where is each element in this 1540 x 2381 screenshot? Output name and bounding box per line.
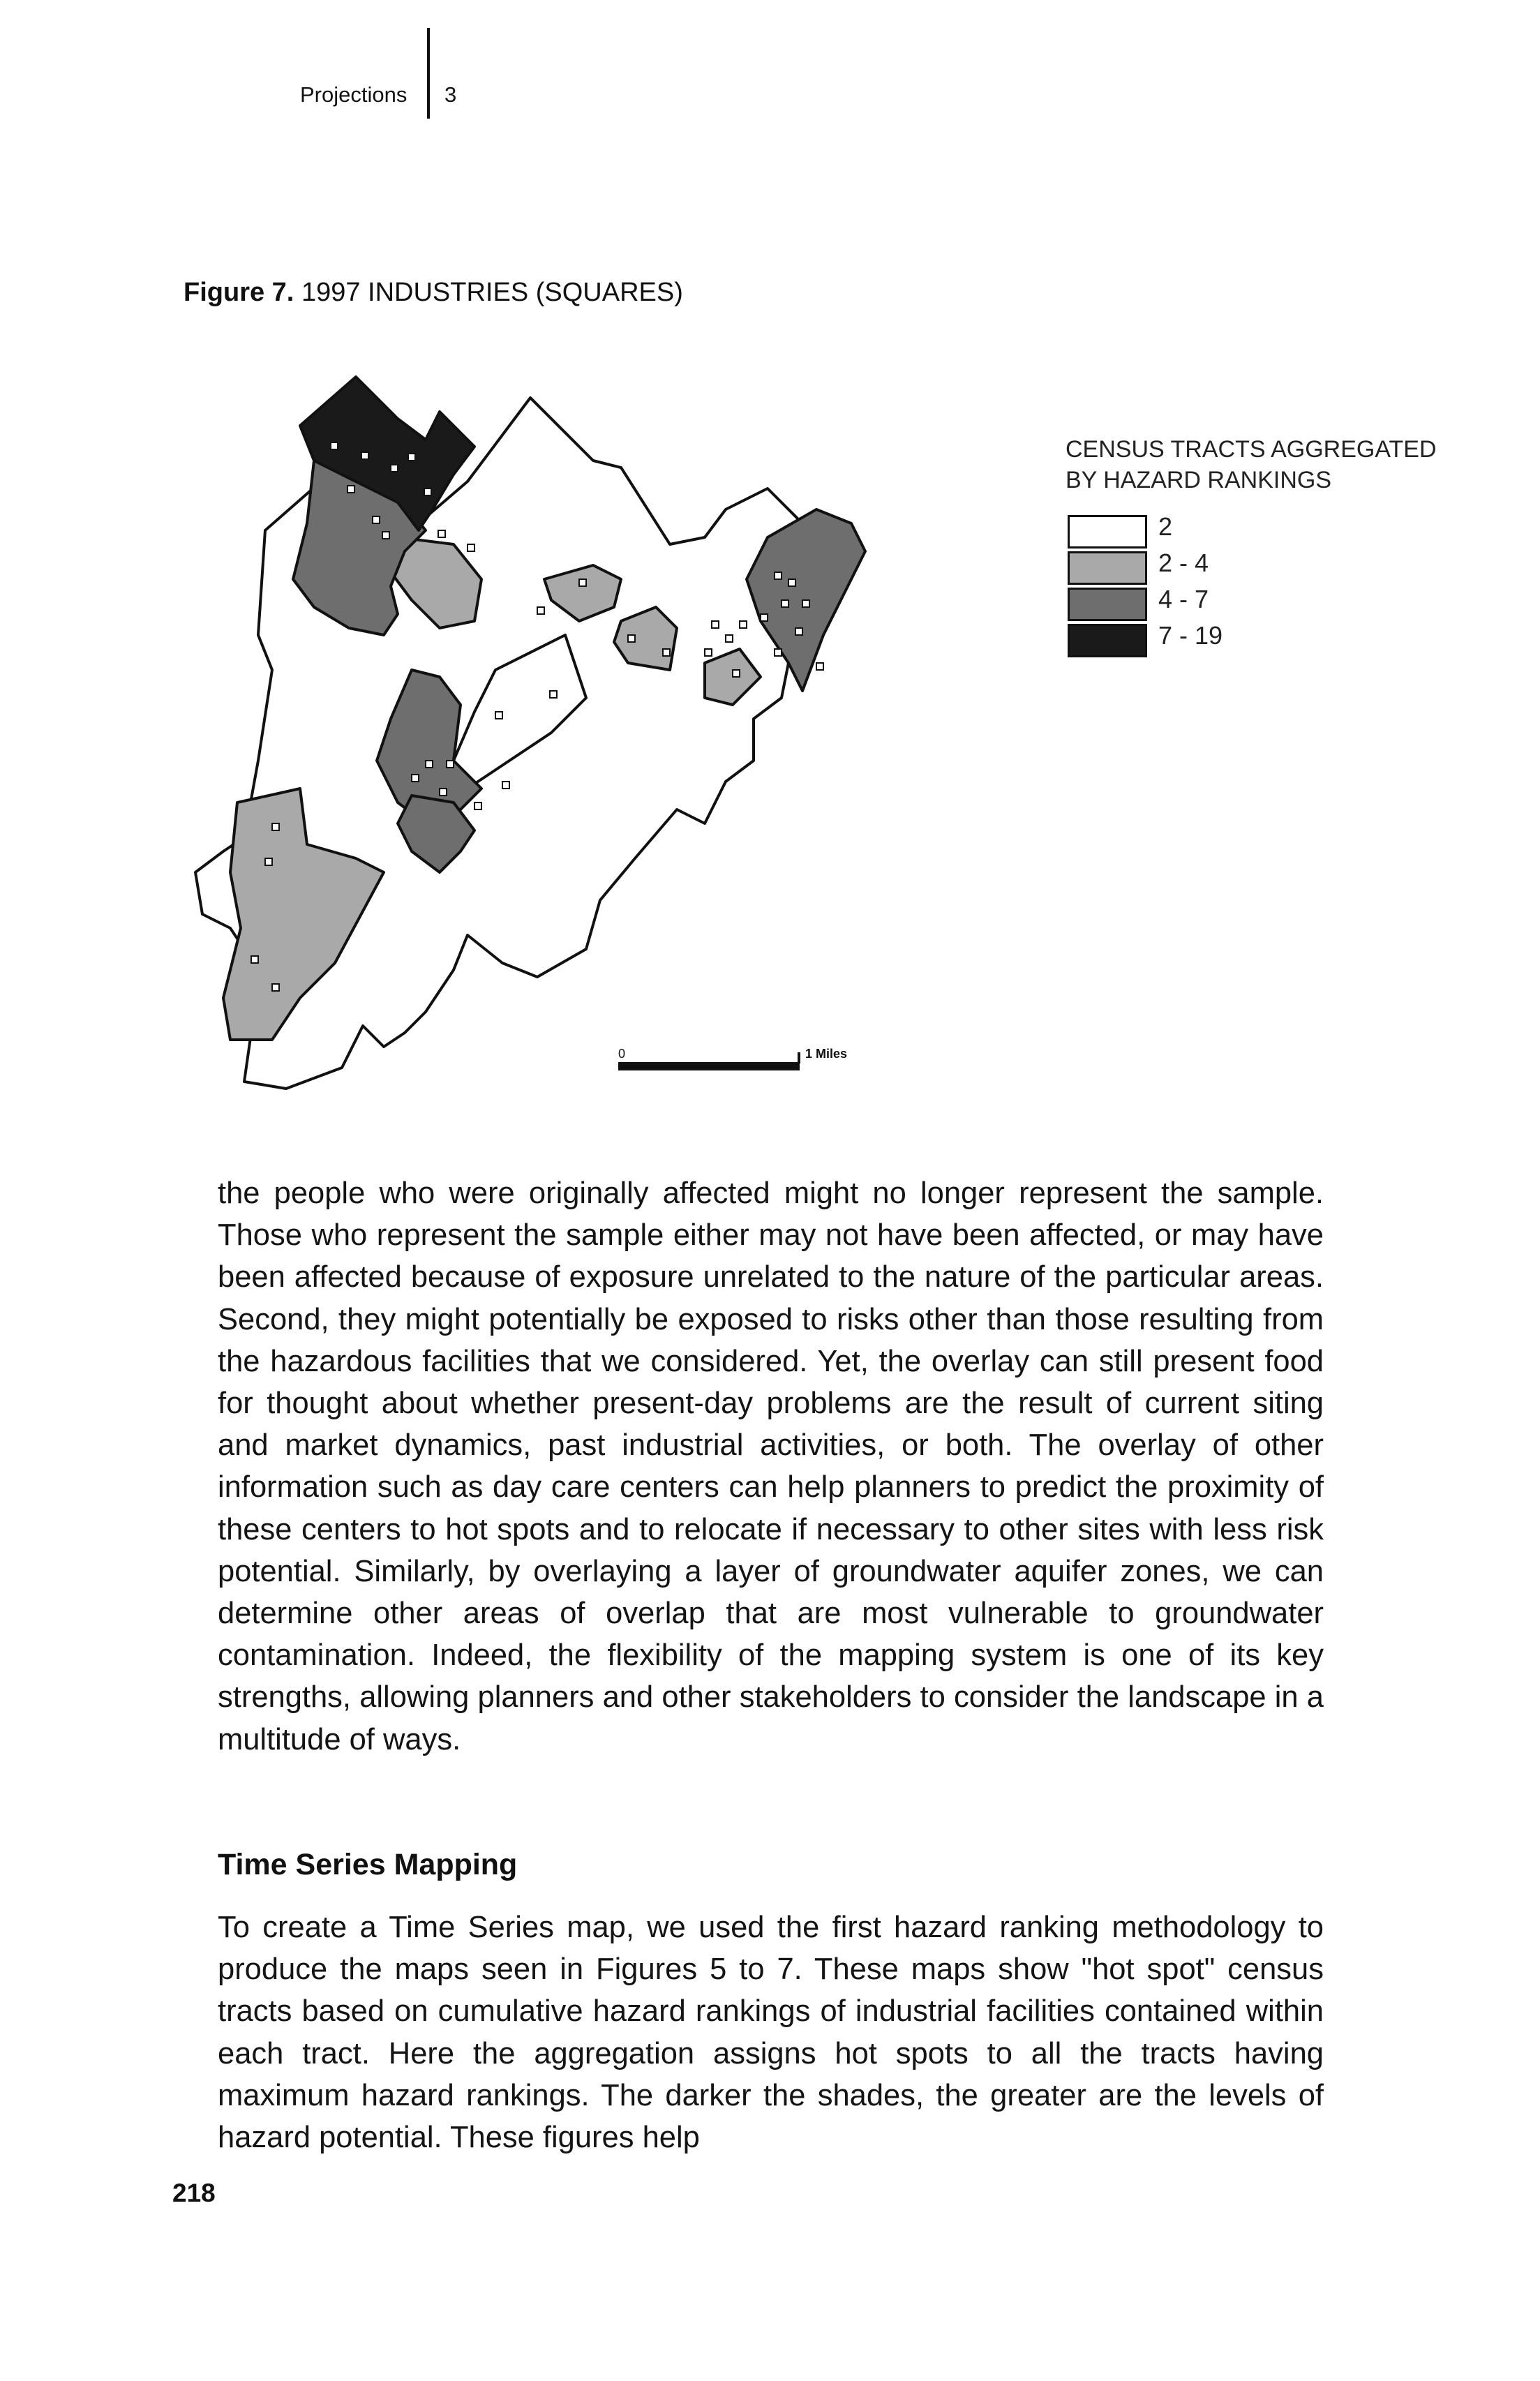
figure-caption (184, 278, 683, 308)
scale-bar-line (618, 1062, 800, 1070)
figure-label: Figure 7. (184, 278, 294, 307)
industry-square (782, 600, 788, 607)
industry-square (775, 649, 782, 656)
industry-square (550, 691, 557, 698)
industry-square (468, 544, 474, 551)
industry-square (408, 454, 415, 461)
industry-square (412, 775, 419, 782)
industry-square (272, 984, 279, 991)
legend-item (1068, 548, 1347, 585)
industry-square (502, 782, 509, 789)
legend-swatch (1068, 624, 1147, 657)
section-paragraph: To create a Time Series map, we used the first hazard ranking methodology to produce the maps seen in Figures 5 to 7. These maps show "hot spot" census tracts based on cumulative hazard rankings of industrial facilities contained within each tract. Here the aggregation assigns hot spots to all the tracts having maximum hazard rankings. The darker the shades, the greater are the levels of hazard potential. These figures help (218, 1911, 1324, 2155)
legend-label: 7 - 19 (1158, 621, 1223, 650)
industry-square (495, 712, 502, 719)
industry-square (474, 803, 481, 809)
industry-square (251, 956, 258, 963)
legend-label: 4 - 7 (1158, 585, 1209, 613)
industry-square (426, 761, 433, 768)
industry-square (265, 858, 272, 865)
industry-square (440, 789, 447, 796)
industry-square (447, 761, 454, 768)
industry-square (382, 532, 389, 539)
industry-square (705, 649, 712, 656)
industry-square (579, 579, 586, 586)
industry-square (663, 649, 670, 656)
industry-square (733, 670, 740, 677)
legend-item (1068, 585, 1347, 621)
legend-swatch (1068, 551, 1147, 585)
legend-item (1068, 621, 1347, 657)
industry-square (373, 516, 380, 523)
census-tract-map (174, 370, 998, 1137)
legend-label: 2 (1158, 512, 1173, 541)
industry-square (788, 579, 795, 586)
legend-swatch (1068, 515, 1147, 548)
chapter-number: 3 (444, 82, 457, 107)
industry-square (361, 452, 368, 459)
legend-swatch (1068, 588, 1147, 621)
scale-bar-tick (798, 1052, 800, 1063)
industry-square (537, 607, 544, 614)
figure-title: 1997 INDUSTRIES (SQUARES) (301, 278, 683, 307)
industry-square (331, 442, 338, 449)
industry-square (726, 635, 733, 642)
industry-square (740, 621, 747, 628)
scale-start-label: 0 (618, 1047, 626, 1061)
running-head: Projections (300, 82, 408, 107)
section-heading: Time Series Mapping (218, 1848, 518, 1881)
industry-square (628, 635, 635, 642)
page-folio: 218 (172, 2179, 216, 2207)
legend-title-line1: CENSUS TRACTS AGGREGATED (1066, 436, 1437, 463)
legend-title (1066, 434, 1437, 495)
industry-square (438, 530, 445, 537)
legend-label: 2 - 4 (1158, 548, 1209, 577)
industry-square (795, 628, 802, 635)
body-paragraph: the people who were originally affected might no longer represent the sample. Those who represent the sample either may not have been affected, or may have been affected because of exposure unrelated to the nature of the particular areas. Second, they might potentially be exposed to risks other than those resulting from the hazardous facilities that we considered. Yet, the overlay can still present food for thought about whether present-day problems are the result of current siting and market dynamics, past industrial activities, or both. The overlay of other information such as day care centers can help planners to predict the proximity of these centers to hot spots and to relocate if necessary to other sites with less risk potential. Similarly, by overlaying a layer of groundwater aquifer zones, we can determine other areas of overlap that are most vulnerable to groundwater contamination. Indeed, the flexibility of the mapping system is one of its key strengths, allowing planners and other stakeholders to consider the landscape in a multitude of ways. (218, 1177, 1324, 1756)
industry-square (775, 572, 782, 579)
industry-square (712, 621, 719, 628)
scale-end-label: 1 Miles (805, 1047, 848, 1061)
industry-square (424, 488, 431, 495)
industry-square (761, 614, 768, 621)
industry-square (802, 600, 809, 607)
industry-square (272, 823, 279, 830)
industry-square (391, 465, 398, 472)
industry-square (816, 663, 823, 670)
header-rule (427, 28, 430, 119)
industry-square (347, 486, 354, 493)
legend-title-line2: BY HAZARD RANKINGS (1066, 467, 1332, 493)
scale-bar (618, 1047, 847, 1070)
legend-item (1068, 512, 1347, 548)
